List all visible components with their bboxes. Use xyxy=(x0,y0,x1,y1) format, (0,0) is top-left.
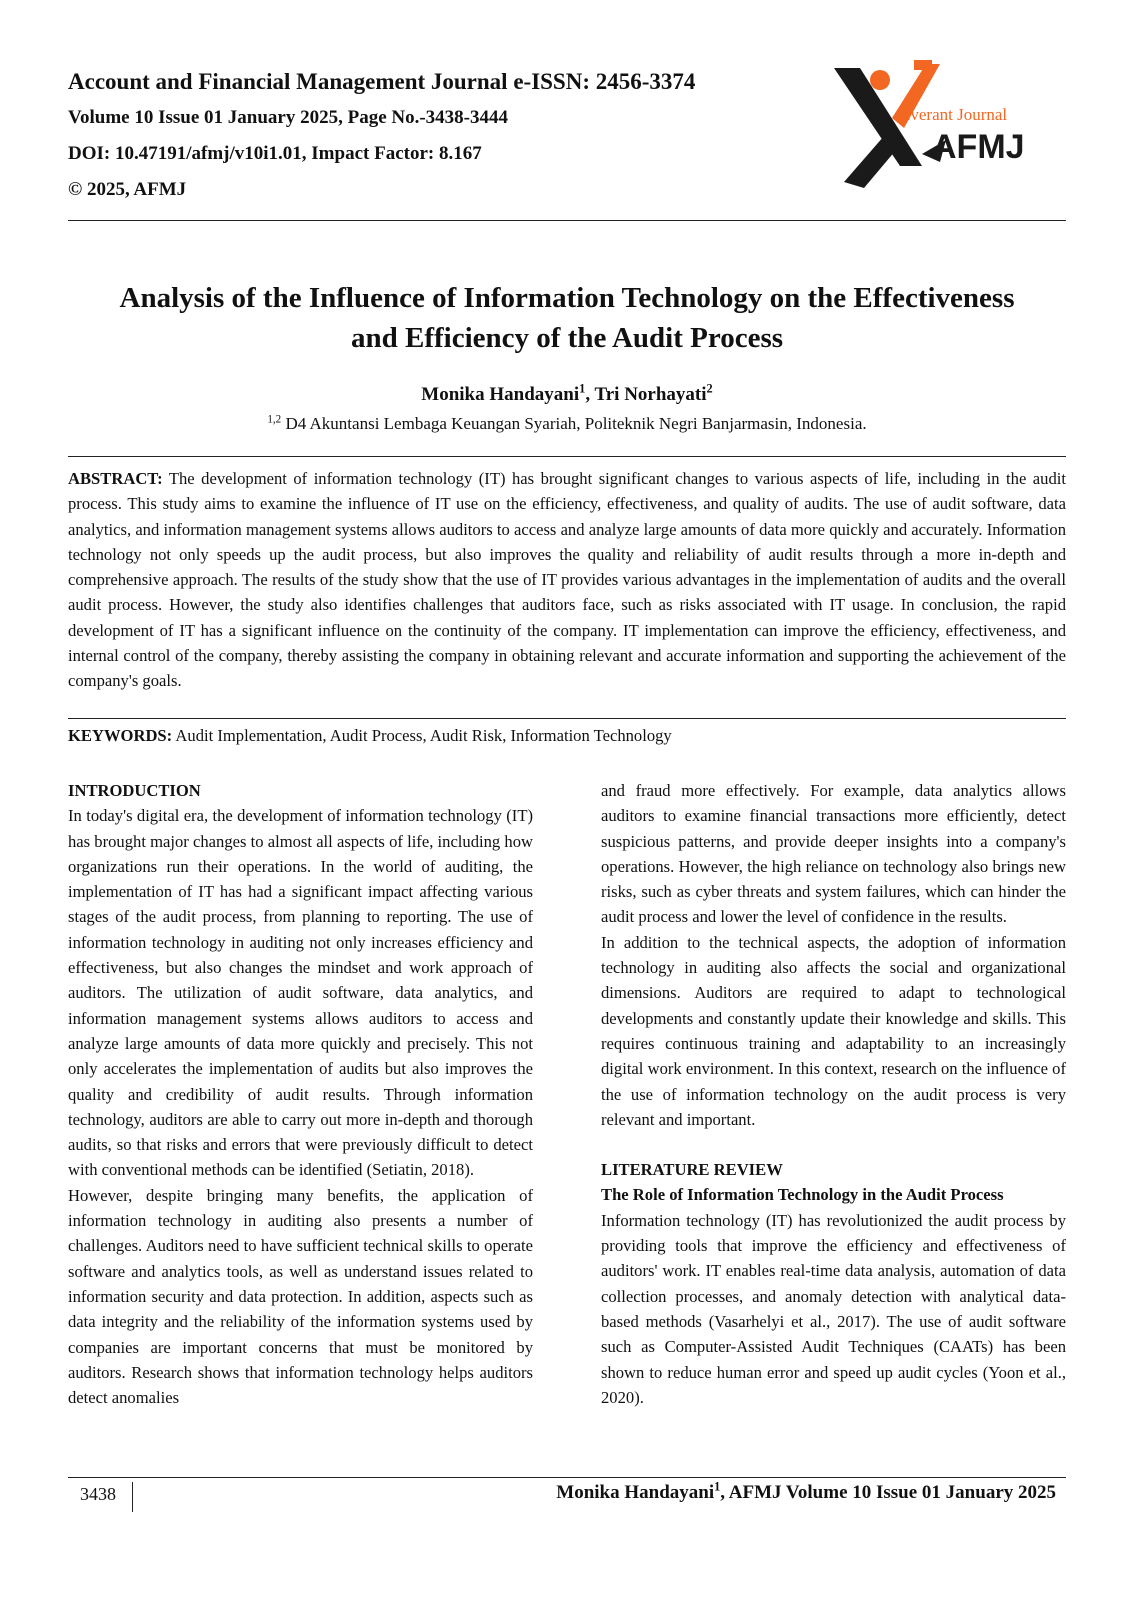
literature-review-heading: LITERATURE REVIEW xyxy=(601,1160,783,1180)
journal-volume: Volume 10 Issue 01 January 2025, Page No.-3438-3444 xyxy=(68,107,508,128)
keywords-text: Audit Implementation, Audit Process, Audit Risk, Information Technology xyxy=(172,726,672,745)
abstract xyxy=(68,466,1066,694)
intro-paragraph-3: and fraud more effectively. For example, data analytics allows auditors to examine financial transactions more efficiently, detect suspicious patterns, and provide deeper insights into a company's operations. However, the high reliance on technology also brings new risks, such as cyber threats and system failures, which can hinder the audit process and lower the level of confidence in the results. xyxy=(601,781,1066,927)
title-line-1: Analysis of the Influence of Information Technology on the Effectiveness xyxy=(119,282,1015,314)
footer-author-sup: 1 xyxy=(714,1479,721,1494)
journal-header xyxy=(68,64,695,208)
author-2: Tri Norhayati xyxy=(594,384,707,405)
literature-paragraph-1: Information technology (IT) has revolutionized the audit process by providing tools that improve the efficiency and effectiveness of auditors' work. IT enables real-time data analysis, automation of data collection processes, and anomaly detection with analytical data-based methods (Vasarhelyi et al., 2017). The use of audit software such as Computer-Assisted Audit Techniques (CAATs) has been shown to reduce human error and speed up audit cycles (Yoon et al., 2020). xyxy=(601,1210,1066,1407)
logo-acronym: AFMJ xyxy=(932,128,1025,166)
literature-subheading: The Role of Information Technology in the Audit Process xyxy=(601,1185,1004,1205)
keywords-label: KEYWORDS: xyxy=(68,726,173,745)
author-2-sup: 2 xyxy=(706,381,713,396)
author-1-sup: 1 xyxy=(579,381,586,396)
title-line-2: and Efficiency of the Audit Process xyxy=(350,322,784,354)
affiliation xyxy=(68,414,1066,434)
journal-doi: DOI: 10.47191/afmj/v10i1.01, Impact Factor: 8.167 xyxy=(68,143,482,164)
journal-copyright: © 2025, AFMJ xyxy=(68,179,187,200)
intro-paragraph-4: In addition to the technical aspects, the adoption of information technology in auditing also affects the social and organizational dimensions. Auditors are required to adapt to technological developments and constantly update their knowledge and skills. This requires continuous training and adaptability to an increasingly digital work environment. In this context, research on the influence of the use of information technology on the audit process is very relevant and important. xyxy=(601,932,1066,1129)
left-column xyxy=(68,778,533,1410)
header-divider xyxy=(68,220,1066,221)
page-number: 3438 xyxy=(80,1484,116,1504)
author-sep: , xyxy=(585,384,595,405)
afmj-logo xyxy=(830,58,1060,208)
author-1: Monika Handayani xyxy=(421,384,580,405)
introduction-heading: INTRODUCTION xyxy=(68,781,201,800)
paper-title xyxy=(68,278,1066,358)
affiliation-text: D4 Akuntansi Lembaga Keuangan Syariah, Politeknik Negri Banjarmasin, Indonesia. xyxy=(281,414,867,433)
abstract-top-rule xyxy=(68,456,1066,457)
abstract-text: The development of information technology (IT) has brought significant changes to various aspects of life, including in the audit process. This study aims to examine the influence of IT use on the efficiency, effectiveness, and quality of audits. The use of audit software, data analytics, and information management systems allows auditors to access and analyze large amounts of data more quickly and accurately. Information technology not only speeds up the audit process, but also improves the quality and reliability of audit results through a more in-depth and comprehensive approach. The results of the study show that the use of IT provides various advantages in the implementation of audits and the overall audit process. However, the study also identifies challenges that auditors face, such as risks associated with IT usage. In conclusion, the rapid development of IT has a significant influence on the continuity of the company. IT implementation can improve the efficiency, effectiveness, and internal control of the company, thereby assisting the company in obtaining relevant and accurate information and supporting the achievement of the company's goals. xyxy=(68,469,1066,691)
footer-rule xyxy=(68,1477,1066,1478)
page-footer xyxy=(68,1480,1066,1512)
affiliation-sup: 1,2 xyxy=(267,413,282,426)
keywords-rule xyxy=(68,718,1066,719)
footer-divider xyxy=(132,1482,133,1512)
right-column xyxy=(601,778,1066,1410)
keywords xyxy=(68,724,1066,748)
footer-journal: , AFMJ Volume 10 Issue 01 January 2025 xyxy=(720,1482,1056,1503)
abstract-label: ABSTRACT: xyxy=(68,469,163,488)
logo-publisher: Everant Journal xyxy=(900,105,1008,124)
footer-citation xyxy=(556,1479,1056,1504)
intro-paragraph-2: However, despite bringing many benefits, the application of information technology in auditing also presents a number of challenges. Auditors need to have sufficient technical skills to operate software and analytics tools, as well as understand issues related to information security and data protection. In addition, aspects such as data integrity and the reliability of the information systems used by companies are important concerns that must be monitored by auditors. Research shows that information technology helps auditors detect anomalies xyxy=(68,1185,533,1408)
author-list xyxy=(68,381,1066,406)
intro-paragraph-1: In today's digital era, the development of information technology (IT) has brought major changes to almost all aspects of life, including how organizations run their operations. In the world of auditing, the implementation of IT has had a significant impact affecting various stages of the audit process, from planning to reporting. The use of information technology in auditing not only increases efficiency and effectiveness, but also changes the mindset and work approach of auditors. The utilization of audit software, data analytics, and information management systems allows auditors to access and analyze large amounts of data more quickly and precisely. This not only accelerates the implementation of audits but also improves the quality and credibility of audit results. Through information technology, auditors are able to carry out more in-depth and thorough audits, so that risks and errors that were previously difficult to detect with conventional methods can be identified (Setiatin, 2018). xyxy=(68,806,533,1180)
footer-author: Monika Handayani xyxy=(556,1482,715,1503)
logo-mark-icon xyxy=(834,60,946,188)
journal-name: Account and Financial Management Journal e-ISSN: 2456-3374 xyxy=(68,69,696,94)
